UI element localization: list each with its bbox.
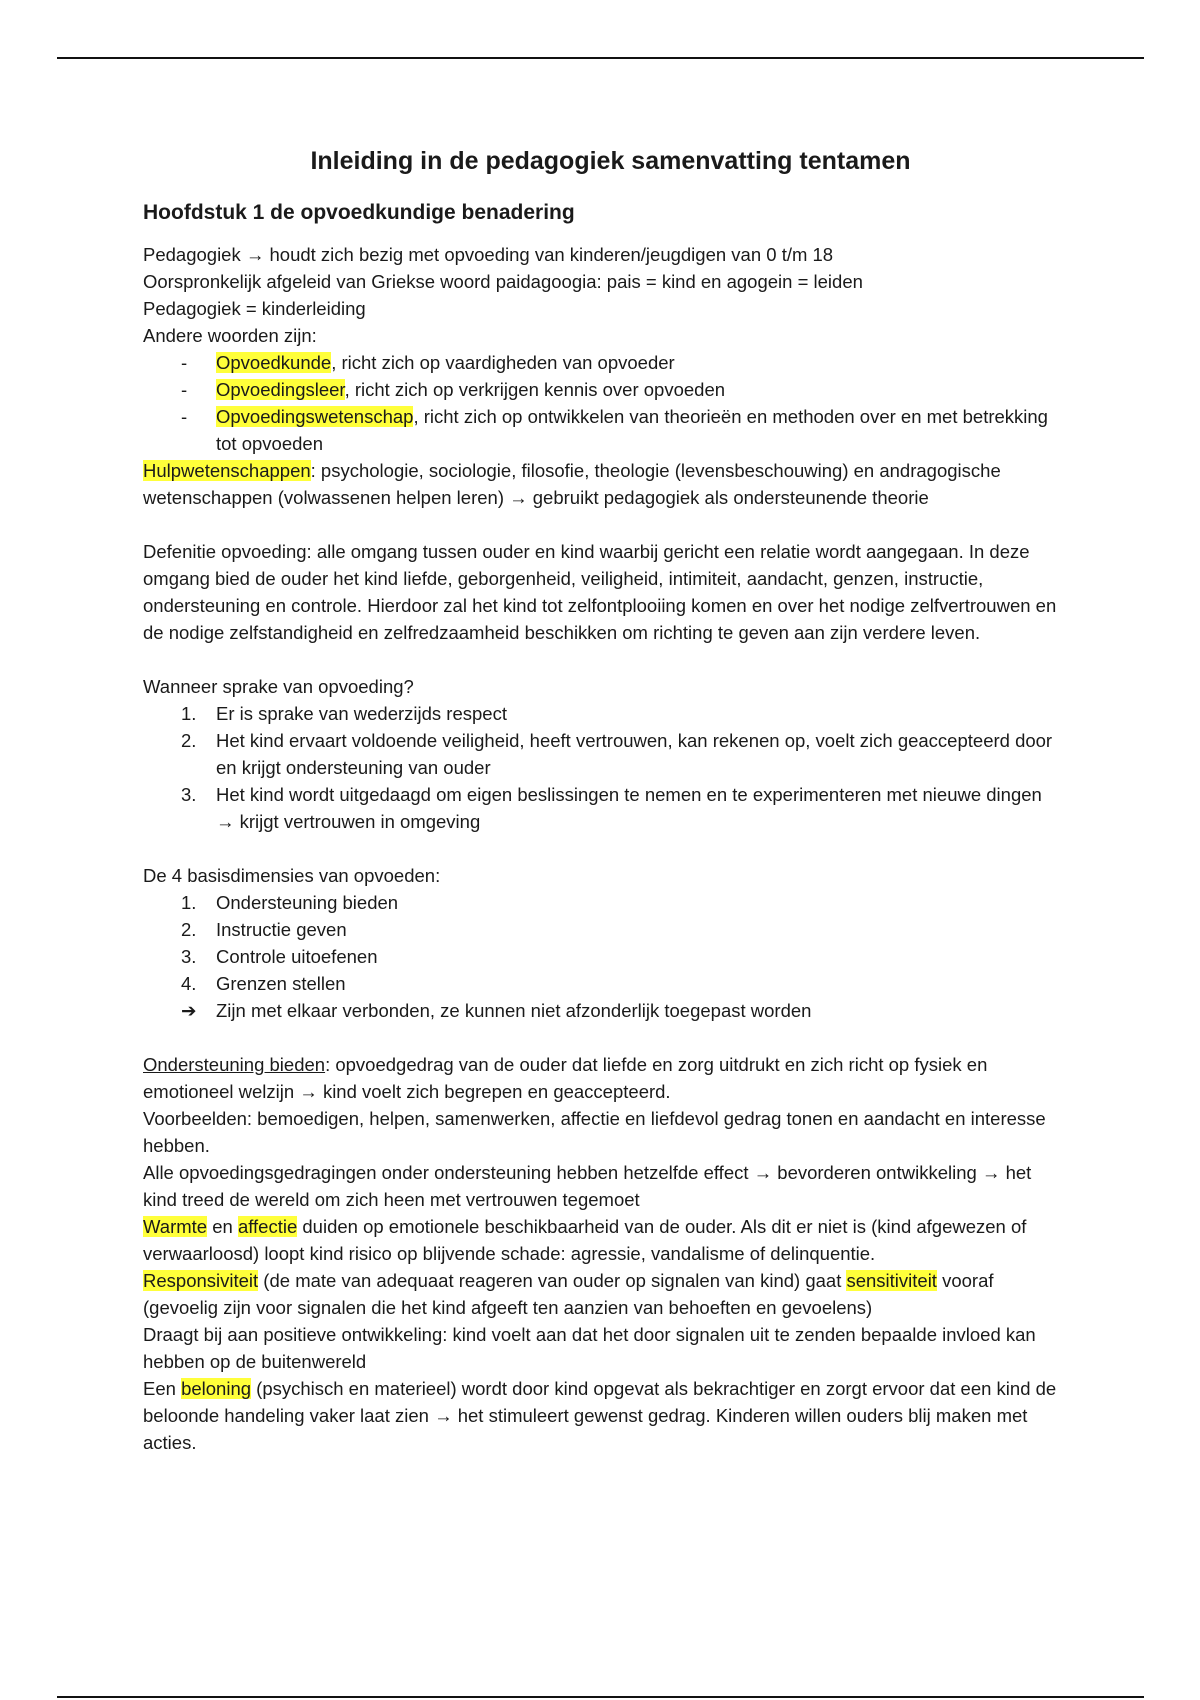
highlight-term: Opvoedkunde [216,352,332,373]
definitie-paragraph: Defenitie opvoeding: alle omgang tussen ouder en kind waarbij gericht een relatie wordt aangegaan. In deze omgang bied de ouder het kind liefde, geborgenheid, veiligheid, intimiteit, aandacht, genzen, instructie, ondersteuning en controle. Hierdoor zal het kind tot zelfontplooiing komen en over het nodige zelfvertrouwen en de nodige zelfstandigheid en zelfredzaamheid beschikken om richting te geven aan zijn verdere leven. [143,541,1057,643]
document-page [143,140,1058,1456]
highlight-term: Hulpwetenschappen [143,460,311,481]
footer-rule [57,1696,1144,1698]
highlight-term: Responsiviteit [143,1270,259,1291]
chapter-heading: Hoofdstuk 1 de opvoedkundige benadering [143,201,575,224]
wanneer-heading: Wanneer sprake van opvoeding? [143,676,414,697]
list-item: 1. Ondersteuning bieden [181,892,399,913]
ondersteuning-paragraph-2: Voorbeelden: bemoedigen, helpen, samenwerken, affectie en liefdevol gedrag tonen en aandacht en interesse hebben. [143,1108,1046,1156]
list-item: 2. Instructie geven [181,919,347,940]
list-item: 1. Er is sprake van wederzijds respect [181,703,507,724]
ondersteuning-paragraph-5: Responsiviteit (de mate van adequaat reageren van ouder op signalen van kind) gaat sensitiviteit vooraf (gevoelig zijn voor signalen die het kind afgeeft ten aanzien van behoeften en gevoelens) [143,1270,994,1318]
ondersteuning-paragraph-7: Een beloning (psychisch en materieel) wordt door kind opgevat als bekrachtiger en zorgt ervoor dat een kind de beloonde handeling vaker laat zien → het stimuleert gewenst gedrag. Kinderen willen ouders blij maken met acties. [143,1378,1057,1453]
list-item: 3. Het kind wordt uitgedaagd om eigen beslissingen te nemen en te experimenteren met nieuwe dingen → krijgt vertrouwen in omgeving [181,784,1042,832]
ondersteuning-paragraph-4: Warmte en affectie duiden op emotionele beschikbaarheid van de ouder. Als dit er niet is (kind afgewezen of verwaarloosd) loopt kind risico op blijvende schade: agressie, vandalisme of delinquentie. [143,1216,1027,1264]
hulpwetenschappen-paragraph: Hulpwetenschappen: psychologie, sociologie, filosofie, theologie (levensbeschouwing) en andragogische wetenschappen (volwassenen helpen leren) → gebruikt pedagogiek als ondersteunende theorie [143,460,1001,508]
header-rule [57,57,1144,59]
highlight-term: beloning [181,1378,252,1399]
document-title: Inleiding in de pedagogiek samenvatting tentamen [310,147,911,175]
highlight-term: sensitiviteit [846,1270,937,1291]
ondersteuning-paragraph-3: Alle opvoedingsgedragingen onder ondersteuning hebben hetzelfde effect → bevorderen ontwikkeling → het kind treed de wereld om zich heen met vertrouwen tegemoet [143,1162,1032,1210]
list-item: - Opvoedingswetenschap, richt zich op ontwikkelen van theorieën en methoden over en met betrekking tot opvoeden [143,403,1058,457]
arrow-icon: ➔ [181,1000,197,1021]
highlight-term: Warmte [143,1216,208,1237]
terms-list [143,349,1058,457]
ondersteuning-paragraph-1: Ondersteuning bieden: opvoedgedrag van de ouder dat liefde en zorg uitdrukt en zich richt op fysiek en emotioneel welzijn → kind voelt zich begrepen en geaccepteerd. [143,1054,988,1102]
list-item: 3. Controle uitoefenen [181,946,378,967]
list-item: 4. Grenzen stellen [181,973,346,994]
highlight-term: Opvoedingsleer [216,379,345,400]
highlight-term: affectie [237,1216,298,1237]
list-item: ➔ Zijn met elkaar verbonden, ze kunnen niet afzonderlijk toegepast worden [143,997,1058,1024]
ondersteuning-paragraph-6: Draagt bij aan positieve ontwikkeling: kind voelt aan dat het door signalen uit te zenden bepaalde invloed kan hebben op de buitenwereld [143,1324,1036,1372]
list-item: - Opvoedingsleer, richt zich op verkrijgen kennis over opvoeden [143,376,1058,403]
intro-line-4: Andere woorden zijn: [143,325,317,346]
basis-heading: De 4 basisdimensies van opvoeden: [143,865,441,886]
list-item: 2. Het kind ervaart voldoende veiligheid, heeft vertrouwen, kan rekenen op, voelt zich geaccepteerd door en krijgt ondersteuning van ouder [181,730,1053,778]
basis-arrow-list [143,997,1058,1024]
list-item: - Opvoedkunde, richt zich op vaardigheden van opvoeder [143,349,1058,376]
basis-list [143,889,1058,997]
intro-line-2: Oorspronkelijk afgeleid van Griekse woord paidagoogia: pais = kind en agogein = leiden [143,271,863,292]
highlight-term: Opvoedingswetenschap [216,406,414,427]
wanneer-list [143,700,1058,835]
intro-line-3: Pedagogiek = kinderleiding [143,298,366,319]
intro-line-1: Pedagogiek → houdt zich bezig met opvoeding van kinderen/jeugdigen van 0 t/m 18 [143,244,834,265]
underlined-term: Ondersteuning bieden [143,1054,326,1075]
